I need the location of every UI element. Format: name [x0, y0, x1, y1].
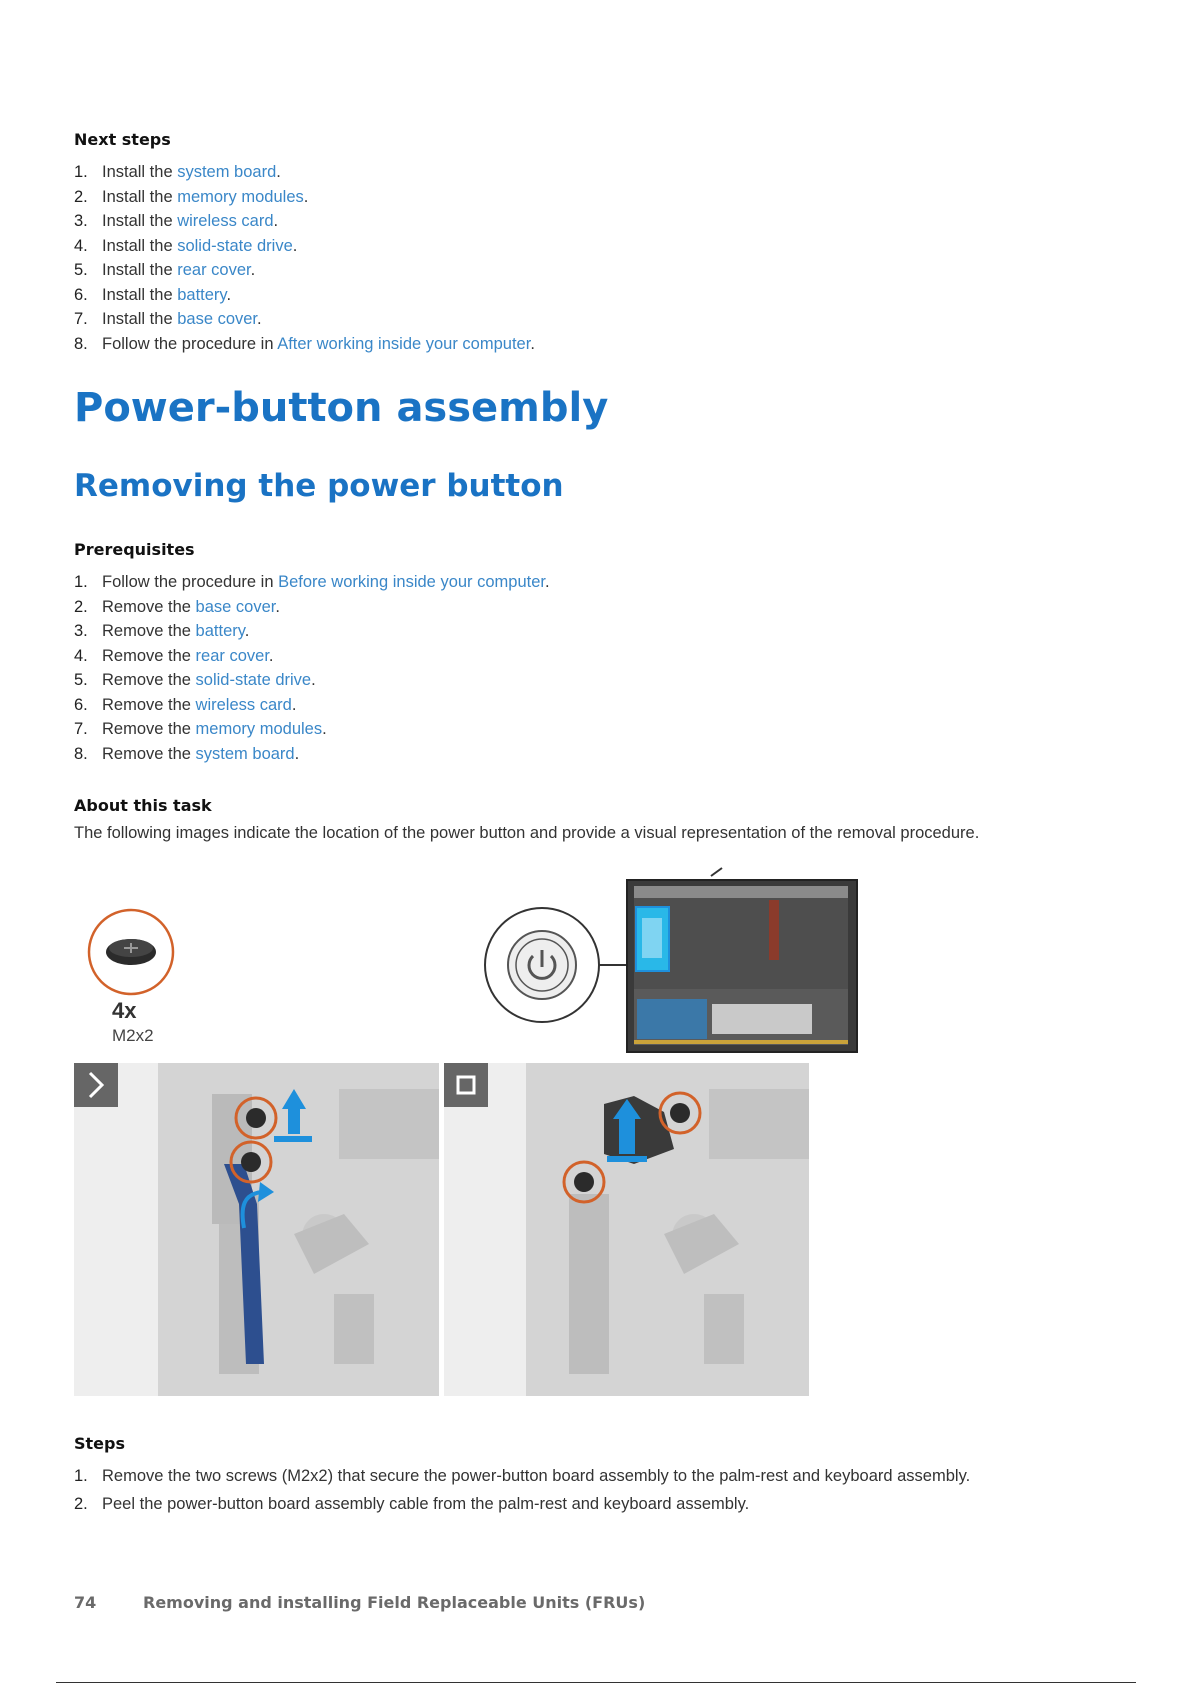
about-task-heading: About this task — [74, 796, 212, 815]
prerequisite-item: 1. Follow the procedure in Before working inside your computer. — [74, 573, 550, 591]
prerequisite-item: 4. Remove the rear cover. — [74, 646, 274, 665]
screw-count-label: 4x — [112, 998, 137, 1023]
next-step-item: 5. Install the rear cover. — [74, 261, 256, 279]
link-system-board[interactable]: system board — [195, 744, 295, 763]
next-steps-heading: Next steps — [74, 130, 171, 149]
link-before-working-inside[interactable]: Before working inside your computer — [278, 573, 545, 591]
prerequisite-item: 3. Remove the battery. — [74, 622, 250, 640]
next-step-item: 6. Install the battery. — [74, 285, 232, 304]
footer-divider — [56, 1682, 1136, 1683]
step-item: 1. Remove the two screws (M2x2) that secure the power-button board assembly to the palm-rest and keyboard assembly. — [74, 1467, 971, 1485]
next-step-item: 3. Install the wireless card. — [74, 212, 279, 230]
chevron-right-icon — [74, 1063, 118, 1107]
steps-heading: Steps — [74, 1434, 125, 1453]
prerequisites-heading: Prerequisites — [74, 540, 195, 559]
step-remove-power-button-image — [444, 1063, 809, 1396]
link-memory-modules[interactable]: memory modules — [195, 720, 323, 738]
link-battery[interactable]: battery — [177, 285, 227, 304]
prerequisite-item: 8. Remove the system board. — [74, 744, 300, 763]
page-number: 74 — [74, 1593, 97, 1612]
prerequisite-item: 5. Remove the solid-state drive. — [74, 671, 316, 689]
prerequisite-item: 2. Remove the base cover. — [74, 597, 280, 616]
link-base-cover[interactable]: base cover — [195, 597, 276, 616]
next-step-item: 2. Install the memory modules. — [74, 187, 309, 206]
link-system-board[interactable]: system board — [177, 163, 277, 181]
link-rear-cover[interactable]: rear cover — [195, 646, 269, 665]
prerequisite-item: 6. Remove the wireless card. — [74, 695, 297, 714]
power-button-removal-figure — [74, 864, 874, 1396]
prerequisites-list — [74, 570, 550, 766]
link-solid-state-drive[interactable]: solid-state drive — [177, 236, 293, 255]
screw-type-label: M2x2 — [112, 1026, 154, 1045]
steps-list — [74, 1462, 970, 1518]
link-base-cover[interactable]: base cover — [177, 310, 258, 328]
link-battery[interactable]: battery — [195, 622, 245, 640]
stop-square-icon — [444, 1063, 488, 1107]
next-step-item: 8. Follow the procedure in After working inside your computer. — [74, 334, 535, 353]
power-icon — [485, 908, 599, 1022]
link-wireless-card[interactable]: wireless card — [195, 695, 292, 714]
link-solid-state-drive[interactable]: solid-state drive — [195, 671, 312, 689]
link-after-working-inside[interactable]: After working inside your computer — [277, 334, 531, 353]
page-title: Power-button assembly — [74, 385, 609, 431]
next-steps-list — [74, 160, 535, 356]
about-task-text: The following images indicate the location of the power button and provide a visual representation of the removal procedure. — [74, 824, 980, 842]
next-step-item: 7. Install the base cover. — [74, 310, 262, 328]
step-item: 2. Peel the power-button board assembly cable from the palm-rest and keyboard assembly. — [74, 1495, 750, 1513]
section-title: Removing the power button — [74, 468, 564, 504]
prerequisite-item: 7. Remove the memory modules. — [74, 720, 327, 738]
screw-callout — [89, 910, 173, 994]
link-wireless-card[interactable]: wireless card — [177, 212, 274, 230]
next-step-item: 1. Install the system board. — [74, 163, 281, 181]
chapter-title: Removing and installing Field Replaceable Units (FRUs) — [143, 1593, 646, 1612]
link-rear-cover[interactable]: rear cover — [177, 261, 251, 279]
link-memory-modules[interactable]: memory modules — [177, 187, 304, 206]
next-step-item: 4. Install the solid-state drive. — [74, 236, 298, 255]
palm-rest-overview-image — [627, 868, 857, 1052]
